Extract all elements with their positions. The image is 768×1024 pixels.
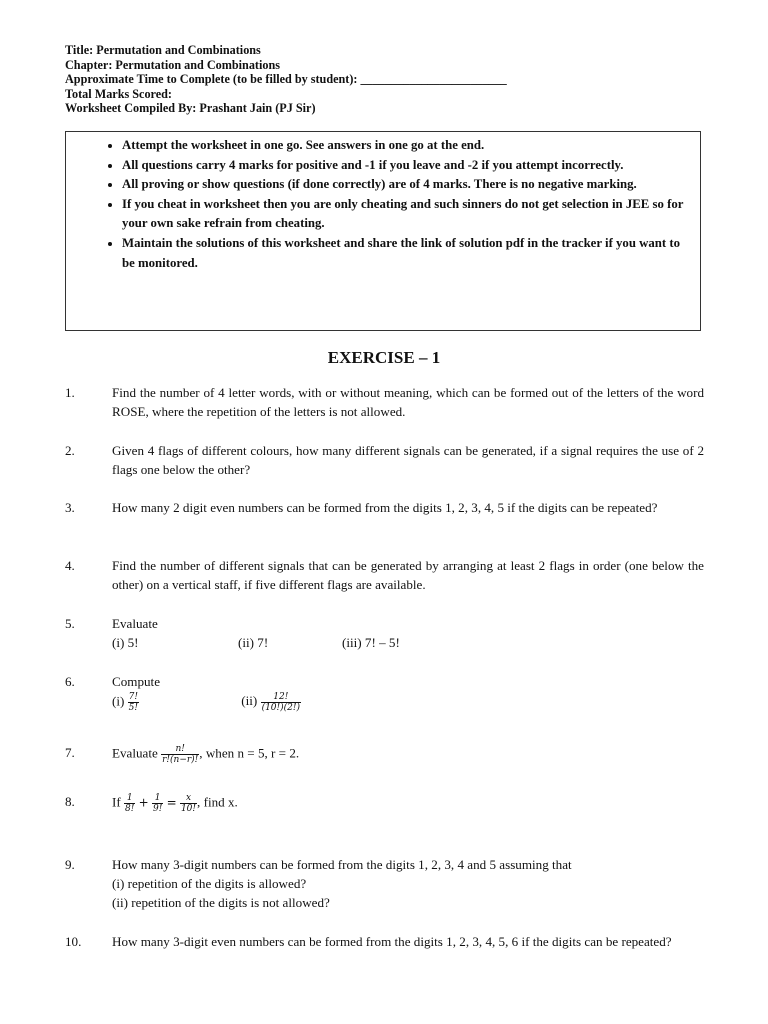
fraction-12-over-10-2 — [261, 692, 301, 713]
option-ii: (ii) 7! — [238, 634, 269, 650]
compute-options — [112, 692, 704, 713]
question-number: 5. — [65, 616, 75, 631]
numerator: x — [185, 793, 192, 803]
title-line: Title: Permutation and Combinations — [65, 43, 261, 57]
numerator: 1 — [126, 793, 133, 803]
question-text: Find the number of 4 letter words, with or without meaning, which can be formed out of the letters of the word ROSE, where the repetition of the letters is not allowed. — [112, 385, 704, 419]
time-line: Approximate Time to Complete (to be filled by student): ________________________ — [65, 72, 507, 86]
option-i: (i) 5! — [112, 634, 139, 650]
numerator: 1 — [154, 793, 161, 803]
fraction-x-over-10 — [180, 793, 197, 814]
marks-line: Total Marks Scored: — [65, 86, 172, 101]
denominator: (10!)(2!) — [261, 702, 301, 713]
question-number: 1. — [65, 385, 75, 400]
denominator: r!(n−r)! — [162, 755, 199, 765]
sub-question-i: (i) repetition of the digits is allowed? — [112, 875, 307, 891]
question-text: How many 2 digit even numbers can be formed from the digits 1, 2, 3, 4, 5 if the digits can be repeated? — [112, 500, 658, 515]
question-text: Evaluate — [112, 616, 158, 631]
instruction-item: • Attempt the worksheet in one go. See answers in one go at the end. — [122, 136, 686, 156]
option-i — [112, 692, 238, 713]
denominator: 10! — [180, 804, 197, 814]
instruction-item: • Maintain the solutions of this worksheet and share the link of solution pdf in the tracker if you want to be monitored. — [122, 234, 686, 273]
fraction-7-over-5 — [128, 692, 139, 713]
question-text: Given 4 flags of different colours, how many different signals can be generated, if a signal requires the use of 2 flags one below the other? — [112, 443, 704, 477]
question-tail: , when n = 5, r = 2. — [199, 745, 300, 761]
question-text: Compute — [112, 674, 161, 689]
instruction-item: • If you cheat in worksheet then you are only cheating and such sinners do not get selection in JEE so for your own sake refrain from cheating. — [122, 195, 686, 234]
question-tail: , find x. — [197, 794, 238, 810]
option-ii — [238, 691, 301, 713]
question-text: Evaluate — [112, 745, 158, 761]
question-number: 7. — [65, 745, 75, 760]
evaluate-options — [112, 634, 704, 653]
compiled-line: Worksheet Compiled By: Prashant Jain (PJ Sir) — [65, 101, 316, 115]
question-number: 4. — [65, 558, 75, 573]
question-text: How many 3-digit numbers can be formed from the digits 1, 2, 3, 4 and 5 assuming that — [112, 857, 572, 872]
numerator: 7! — [128, 691, 138, 702]
instruction-item: • All questions carry 4 marks for positive and -1 if you leave and -2 if you attempt incorrectly. — [122, 156, 686, 176]
denominator: 9! — [152, 804, 163, 814]
equals-sign: = — [166, 795, 177, 810]
question-number: 3. — [65, 500, 75, 515]
denominator: 8! — [125, 804, 135, 814]
chapter-line: Chapter: Permutation and Combinations — [65, 57, 280, 72]
plus-sign: + — [138, 795, 149, 810]
sub-question-ii: (ii) repetition of the digits is not allowed? — [112, 894, 330, 910]
option-ii-label: (ii) — [241, 693, 258, 709]
worksheet-header — [65, 43, 507, 116]
instructions-list — [66, 132, 700, 273]
question-number: 8. — [65, 794, 75, 809]
combination-fraction — [161, 744, 199, 765]
question-number: 9. — [65, 857, 75, 872]
question-number: 6. — [65, 674, 75, 689]
question-number: 10. — [65, 934, 82, 949]
numerator: n! — [175, 744, 185, 754]
question-number: 2. — [65, 443, 75, 458]
denominator: 5! — [128, 702, 138, 713]
fraction-1-over-9 — [152, 793, 163, 814]
instruction-item: • All proving or show questions (if done correctly) are of 4 marks. There is no negative marking. — [122, 175, 686, 195]
question-text: How many 3-digit even numbers can be formed from the digits 1, 2, 3, 4, 5, 6 if the digits can be repeated? — [112, 934, 672, 949]
option-iii: (iii) 7! – 5! — [342, 634, 400, 650]
question-prefix: If — [112, 794, 121, 810]
option-i-label: (i) — [112, 693, 125, 709]
instructions-box — [65, 131, 701, 331]
exercise-title: EXERCISE – 1 — [327, 348, 441, 367]
question-text: Find the number of different signals that can be generated by arranging at least 2 flags in order (one below the other) on a vertical staff, if five different flags are available. — [112, 558, 704, 592]
numerator: 12! — [273, 691, 289, 702]
fraction-1-over-8 — [124, 793, 135, 814]
